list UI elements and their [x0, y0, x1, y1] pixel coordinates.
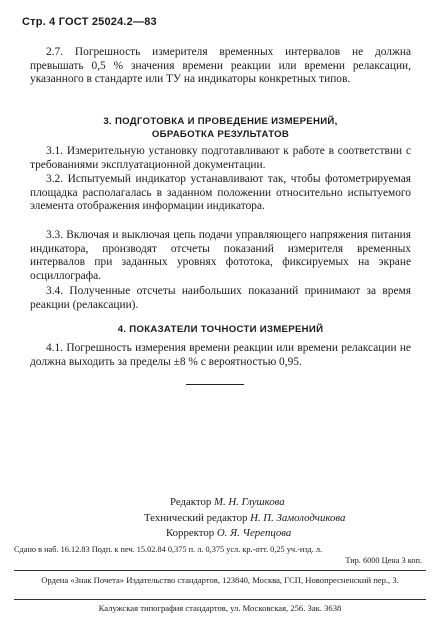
proofreader-line: Корректор О. Я. Черепцова	[166, 527, 292, 539]
credits-block	[144, 495, 346, 542]
publisher-divider	[14, 599, 426, 600]
printer-info: Калужская типография стандартов, ул. Московская, 256. Зак. 3638	[98, 603, 342, 613]
paragraph-3-2: 3.2. Испытуемый индикатор устанавливают так, чтобы фотометрируемая площадка располагалась в заданном положении относительно испытуемого элемента отображения информации индикатора.	[30, 173, 411, 213]
editor-line: Редактор М. Н. Глушкова	[170, 496, 285, 508]
publisher-info: Ордена «Знак Почета» Издательство стандартов, 123840, Москва, ГСП, Новопресненский пер., 3.	[41, 575, 399, 585]
paragraph-2-7: 2.7. Погрешность измерителя временных интервалов не должна превышать 0,5 % значения времени реакции или времени релаксации, указанного в стандарте или ТУ на индикаторы конкретных типов.	[30, 46, 411, 86]
tech-editor-line: Технический редактор Н. П. Замолодчикова	[144, 511, 346, 524]
paragraph-3-1: 3.1. Измерительную установку подготавливают к работе в соответствии с требованиями эксплуатационной документации.	[30, 145, 411, 171]
imprint-divider	[14, 570, 426, 571]
imprint-block: Сдано в наб. 16.12.83 Подп. к печ. 15.02.84 0,375 п. л. 0,375 усл. кр.-отт. 0,25 уч.-изд. л. Тир. 6000 Цена 3 коп.	[14, 545, 422, 565]
paragraph-4-1: 4.1. Погрешность измерения времени реакции или времени релаксации не должна выходить за пределы ±8 % с вероятностью 0,95.	[30, 342, 411, 368]
section-3-heading: 3. ПОДГОТОВКА И ПРОВЕДЕНИЕ ИЗМЕРЕНИЙ, ОБРАБОТКА РЕЗУЛЬТАТОВ	[103, 116, 338, 140]
paragraph-3-4: 3.4. Полученные отсчеты наибольших показаний принимают за время реакции (релаксации).	[30, 285, 411, 311]
separator-rule	[186, 384, 244, 385]
paragraph-3-3: 3.3. Включая и выключая цепь подачи управляющего напряжения питания индикатора, производят отсчеты показаний измерителя временных интервалов при заданных уровнях фототока, фиксируемых на экране осциллографа.	[30, 229, 411, 282]
page-header: Стр. 4 ГОСТ 25024.2—83	[22, 16, 157, 28]
section-4-heading: 4. ПОКАЗАТЕЛИ ТОЧНОСТИ ИЗМЕРЕНИЙ	[117, 324, 324, 335]
